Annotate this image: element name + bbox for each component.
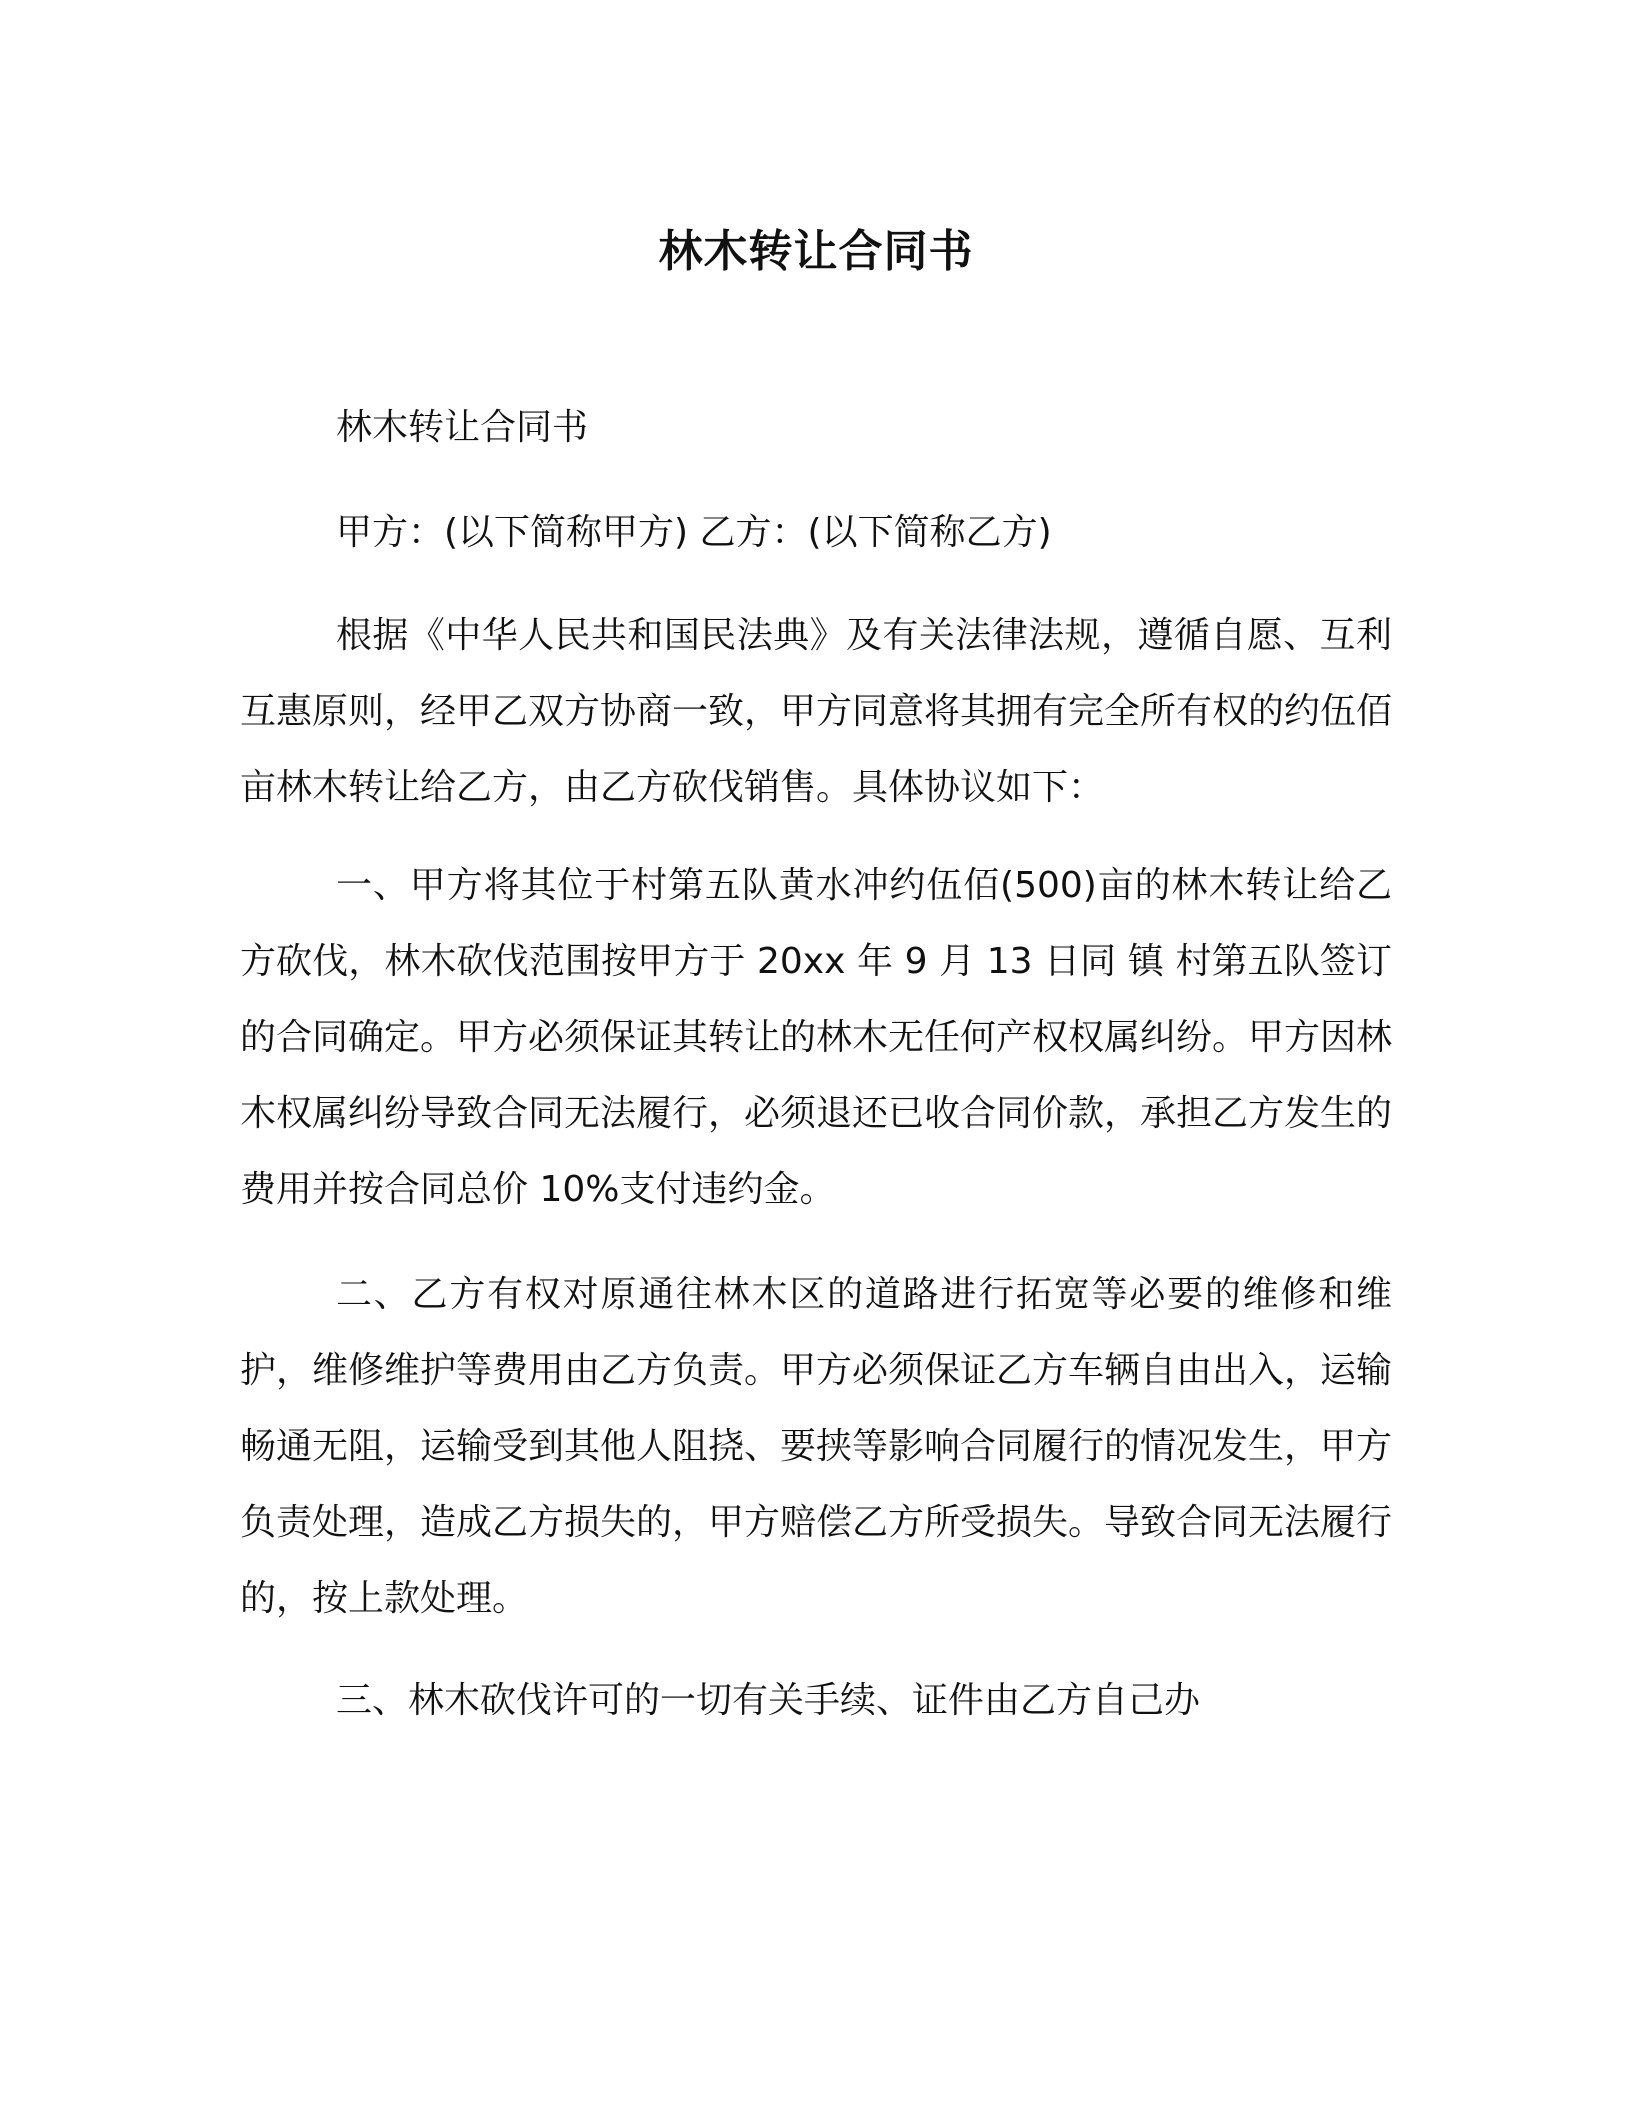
paragraph-text: 三、林木砍伐许可的一切有关手续、证件由乙方自己办: [336, 1680, 1201, 1721]
parties-line: [240, 495, 1392, 571]
paragraph-text: 根据《中华人民共和国民法典》及有关法律法规，遵循自愿、互利互惠原则，经甲乙双方协商一致，甲方同意将其拥有完全所有权的约伍佰亩林木转让给乙方，由乙方砍伐销售。具体协议如下：: [240, 615, 1393, 808]
clause-3-paragraph: [240, 1663, 1392, 1739]
subtitle-text: 林木转让合同书: [336, 407, 589, 448]
paragraph-text: 二、乙方有权对原通往林木区的道路进行拓宽等必要的维修和维护，维修维护等费用由乙方负责。甲方必须保证乙方车辆自由出入，运输畅通无阻，运输受到其他人阻挠、要挟等影响合同履行的情况发生，甲方负责处理，造成乙方损失的，甲方赔偿乙方所受损失。导致合同无法履行的，按上款处理。: [240, 1274, 1393, 1619]
paragraph-text: 一、甲方将其位于村第五队黄水冲约伍佰(500)亩的林木转让给乙方砍伐，林木砍伐范围按甲方于 20xx 年 9 月 13 日同 镇 村第五队签订的合同确定。甲方必须保证其转让的林木无任何产权权属纠纷。甲方因林木权属纠纷导致合同无法履行，必须退还已收合同价款，承担乙方发生的费用并按合同总价 10%支付违约金。: [240, 865, 1393, 1210]
preamble-paragraph: [240, 598, 1392, 826]
clause-2-paragraph: [240, 1257, 1392, 1637]
document-subtitle: [240, 390, 1392, 466]
clause-1-paragraph: [240, 848, 1392, 1228]
parties-text: 甲方：(以下简称甲方) 乙方：(以下简称乙方): [336, 512, 1052, 553]
document-title: 林木转让合同书: [658, 226, 974, 277]
